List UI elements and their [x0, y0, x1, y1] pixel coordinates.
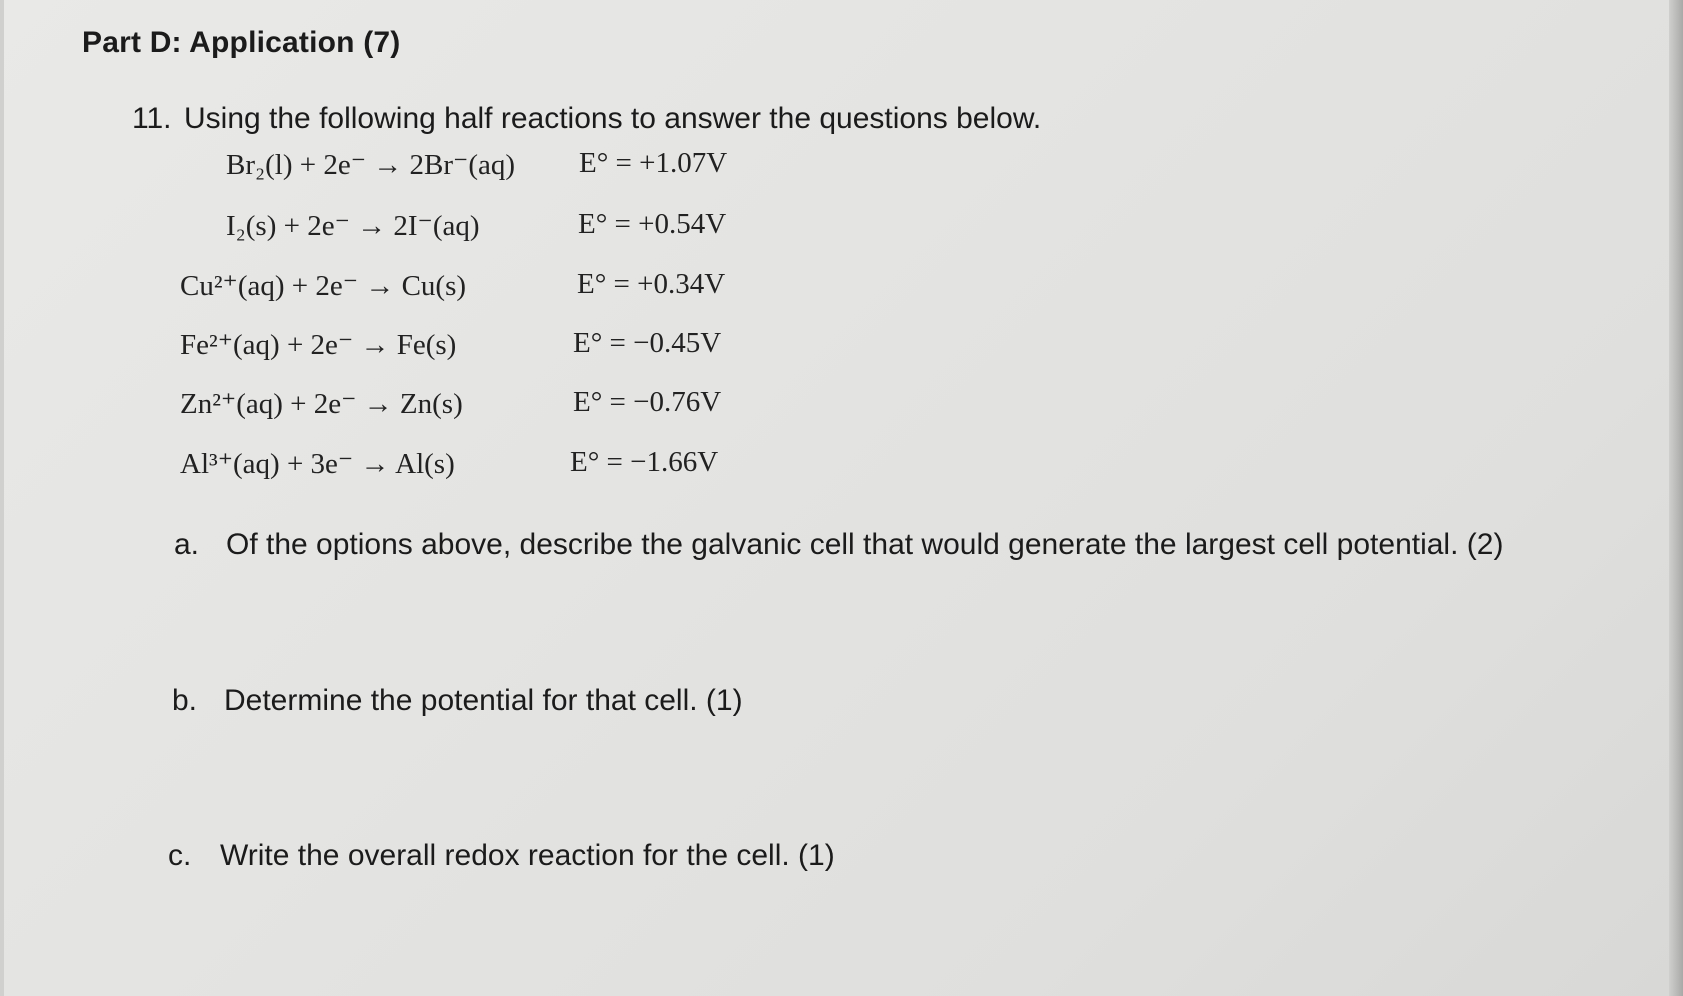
question-11 [132, 102, 1041, 136]
sub-question-b [172, 684, 743, 718]
half-reaction-br2: Br₂(l) + 2e⁻ → 2Br⁻(aq) [226, 149, 516, 181]
page-right-edge [1669, 0, 1683, 996]
potential-i2: E° = +0.54V [578, 208, 727, 240]
sub-question-c [168, 839, 835, 873]
sub-question-a-text: Of the options above, describe the galvanic cell that would generate the largest cell potential. (2) [226, 528, 1504, 561]
sub-question-b-letter: b. [172, 684, 198, 717]
half-reaction-cu: Cu²⁺(aq) + 2e⁻ → Cu(s) [180, 270, 467, 302]
half-reaction-i2: I₂(s) + 2e⁻ → 2I⁻(aq) [226, 210, 480, 242]
sub-question-c-letter: c. [168, 839, 192, 872]
potential-al: E° = −1.66V [570, 446, 719, 478]
potential-fe: E° = −0.45V [573, 327, 722, 359]
sub-question-c-text: Write the overall redox reaction for the cell. (1) [220, 839, 835, 872]
page-left-edge [0, 0, 4, 996]
half-reaction-al: Al³⁺(aq) + 3e⁻ → Al(s) [180, 448, 455, 480]
half-reaction-zn: Zn²⁺(aq) + 2e⁻ → Zn(s) [180, 388, 463, 420]
potential-cu: E° = +0.34V [577, 268, 726, 300]
question-number: 11. [132, 102, 172, 135]
half-reaction-fe: Fe²⁺(aq) + 2e⁻ → Fe(s) [180, 329, 457, 361]
question-text: Using the following half reactions to answer the questions below. [184, 102, 1042, 135]
potential-br2: E° = +1.07V [579, 147, 728, 179]
sub-question-b-text: Determine the potential for that cell. (1) [224, 684, 743, 717]
sub-question-a [174, 528, 1503, 562]
sub-question-a-letter: a. [174, 528, 200, 561]
part-title: Part D: Application (7) [82, 26, 401, 59]
potential-zn: E° = −0.76V [573, 386, 722, 418]
